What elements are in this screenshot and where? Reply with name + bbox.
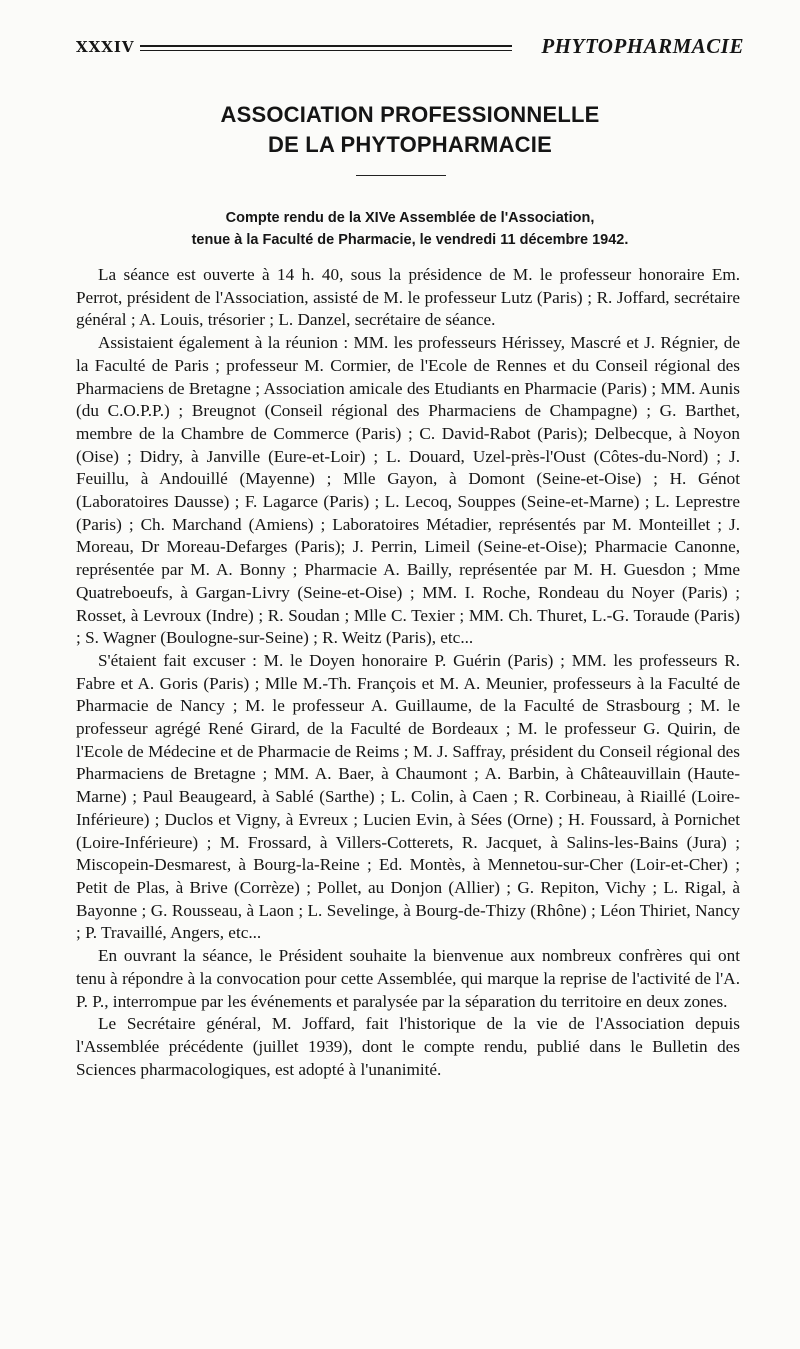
article-title <box>76 100 744 160</box>
paragraph-excused: S'étaient fait excuser : M. le Doyen honoraire P. Guérin (Paris) ; MM. les professeurs R. Fabre et A. Goris (Paris) ; Mlle M.-Th. François et M. A. Meunier, professeurs à la Faculté de Pharmacie de Nancy ; M. le professeur A. Guillaume, de la Faculté de Strasbourg ; M. le professeur agrégé René Girard, de la Faculté de Bordeaux ; M. le professeur G. Quirin, de l'Ecole de Médecine et de Pharmacie de Reims ; M. J. Saffray, président du Conseil régional des Pharmaciens de Bretagne ; MM. A. Baer, à Chaumont ; A. Barbin, à Châteauvillain (Haute-Marne) ; Paul Beaugeard, à Sablé (Sarthe) ; L. Colin, à Caen ; R. Corbineau, à Riaillé (Loire-Inférieure) ; Duclos et Vigny, à Evreux ; Lucien Evin, à Sées (Orne) ; H. Foussard, à Pornichet (Loire-Inférieure) ; M. Frossard, à Villers-Cotterets, R. Jacquet, à Salins-les-Bains (Jura) ; Miscopein-Desmarest, à Bourg-la-Reine ; Ed. Montès, à Mennetou-sur-Cher (Loir-et-Cher) ; Petit de Plas, à Brive (Corrèze) ; Pollet, au Donjon (Allier) ; G. Repiton, Vichy ; L. Rigal, à Bayonne ; G. Rousseau, à Laon ; L. Sevelinge, à Bourg-de-Thizy (Rhône) ; Léon Thiriet, Nancy ; P. Travaillé, Angers, etc... <box>76 650 740 943</box>
running-title: PHYTOPHARMACIE <box>541 34 744 58</box>
article-subtitle <box>76 207 744 251</box>
article-subtitle-line-1: Compte rendu de la XIVe Assemblée de l'Association, <box>225 210 595 226</box>
page-header <box>76 34 744 60</box>
title-divider <box>356 175 446 176</box>
paragraph-attendees: Assistaient également à la réunion : MM. les professeurs Hérissey, Mascré et J. Régnier, de la Faculté de Paris ; professeur M. Cormier, de l'Ecole de Rennes et du Conseil régional des Pharmaciens de Bretagne ; Association amicale des Etudiants en Pharmacie (Paris) ; MM. Aunis (du C.O.P.P.) ; Breugnot (Conseil régional des Pharmaciens de Champagne) ; G. Barthet, membre de la Chambre de Commerce (Paris) ; C. David-Rabot (Paris); Delbecque, à Noyon (Oise) ; Didry, à Janville (Eure-et-Loir) ; L. Douard, Uzel-près-l'Oust (Côtes-du-Nord) ; J. Feuillu, à Andouillé (Mayenne) ; Mlle Gayon, à Domont (Seine-et-Oise) ; H. Génot (Laboratoires Dausse) ; F. Lagarce (Paris) ; L. Lecoq, Souppes (Seine-et-Marne) ; L. Leprestre (Paris) ; Ch. Marchand (Amiens) ; Laboratoires Métadier, représentés par M. Monteillet ; J. Moreau, Dr Moreau-Defarges (Paris); J. Perrin, Limeil (Seine-et-Oise); Pharmacie Canonne, représentée par M. A. Bonny ; Pharmacie A. Bailly, représentée par M. H. Guesdon ; Mme Quatreboeufs, à Gargan-Livry (Seine-et-Oise) ; MM. I. Roche, Rondeau du Noyer (Paris) ; Rosset, à Levroux (Indre) ; R. Soudan ; Mlle C. Texier ; MM. Ch. Thuret, L.-G. Toraude (Paris) ; S. Wagner (Boulogne-sur-Seine) ; R. Weitz (Paris), etc... <box>76 333 740 648</box>
paragraph-secretary-report: Le Secrétaire général, M. Joffard, fait l'historique de la vie de l'Association depuis l'Assemblée précédente (juillet 1939), dont le compte rendu, publié dans le Bulletin des Sciences pharmacologiques, est adopté à l'unanimité. <box>76 1014 740 1079</box>
page-number: XXXIV <box>76 38 135 56</box>
article-subtitle-line-2: tenue à la Faculté de Pharmacie, le vendredi 11 décembre 1942. <box>191 232 629 248</box>
paragraph-opening: La séance est ouverte à 14 h. 40, sous la présidence de M. le professeur honoraire Em. Perrot, président de l'Association, assisté de M. le professeur Lutz (Paris) ; R. Joffard, secrétaire général ; A. Louis, trésorier ; L. Danzel, secrétaire de séance. <box>76 265 740 330</box>
article-title-line-2: DE LA PHYTOPHARMACIE <box>268 132 552 157</box>
header-rule <box>140 45 512 51</box>
article-title-line-1: ASSOCIATION PROFESSIONNELLE <box>220 102 600 127</box>
article-body <box>76 264 740 1081</box>
paragraph-welcome: En ouvrant la séance, le Président souhaite la bienvenue aux nombreux confrères qui ont tenu à répondre à la convocation pour cette Assemblée, qui marque la reprise de l'activité de l'A. P. P., interrompue par les événements et paralysée par la séparation du territoire en deux zones. <box>76 946 740 1011</box>
